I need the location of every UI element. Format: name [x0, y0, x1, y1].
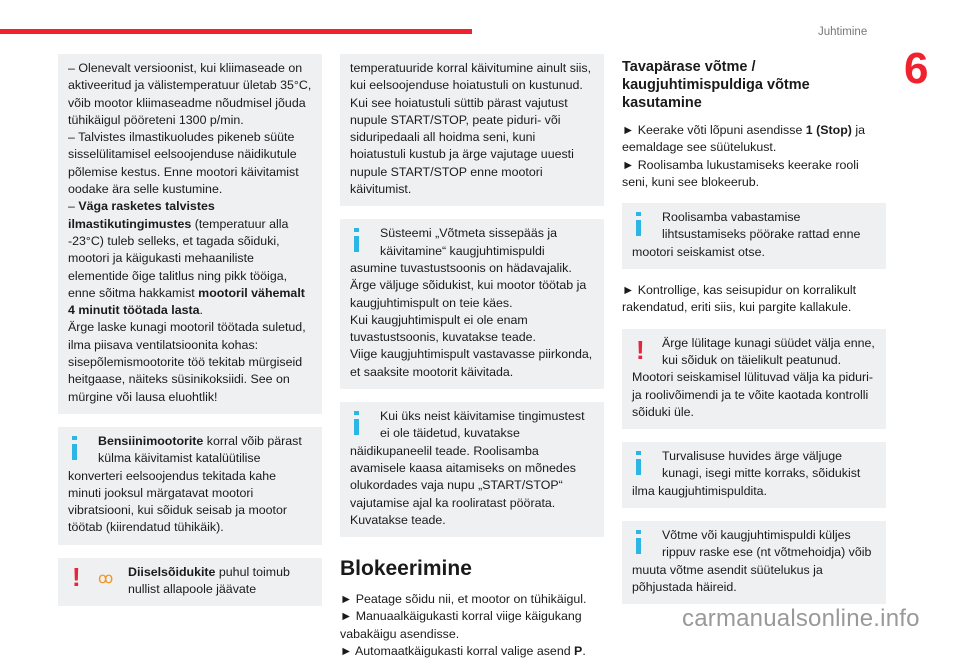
paragraph: – Väga rasketes talvistes ilmastikutingimustes (temperatuur alla -23°C) tuleb selleks, et tagada sõiduki, mootori ja käigukasti mehaaniliste elementide õige talitlus ning pikk tööiga, enne sõitma hakkamist mootoril vähemalt 4 minutit töötada lasta.	[68, 199, 305, 318]
step: ► Roolisamba lukustamiseks keerake rooli seni, kuni see blokeerub.	[622, 157, 859, 189]
info-icon	[632, 448, 656, 482]
note-box	[58, 54, 322, 414]
chapter-number: 6	[904, 44, 929, 93]
paragraph: – Talvistes ilmastikuoludes pikeneb süüte sisselülitamisel eelsoojenduse näidikutule põlemise kestus. Enne mootori käivitamist oodake ära selle kustumine.	[68, 130, 299, 197]
step: ► Keerake võti lõpuni asendisse 1 (Stop) ja eemaldage see süütelukust.	[622, 123, 865, 155]
note-box: temperatuuride korral käivitumine ainult siis, kui eelsoojenduse hoiatustuli on kustunud. Kui see hoiatustuli süttib pärast vajutust nupule START/STOP, peate piduri- või siduripedaali all hoidma seni, kuni hoiatustuli kustub ja ärge vajutage uuesti nupule START/STOP enne mootori käivitumist.	[340, 54, 604, 206]
watermark: carmanualsonline.info	[682, 605, 920, 632]
warning-box: ! Ärge lülitage kunagi süüdet välja enne, kui sõiduk on täielikult peatunud. Mootori seiskamisel lülituvad välja ka piduri- ja roolivõimendi ja te võite kaotada kontrolli sõiduki üle.	[622, 329, 886, 429]
info-icon	[350, 225, 374, 259]
info-icon	[632, 209, 656, 243]
info-box: Turvalisuse huvides ärge väljuge kunagi, isegi mitte korraks, sõidukist ilma kaugjuhtimispuldita.	[622, 442, 886, 508]
heading-blokeerimine: Blokeerimine	[340, 557, 472, 581]
paragraph: Ärge laske kunagi mootoril töötada suletud, ilma piisava ventilatsioonita kohas: sisepõlemismootorite töö tekitab mürgiseid heitgaase, näiteks süsinikoksiidi. See on mürgine või lausa eluohtlik!	[68, 320, 306, 404]
column-1	[58, 54, 322, 619]
preheat-glow-icon: ꝏ	[98, 569, 114, 587]
step: ► Automaatkäigukasti korral valige asend P.	[340, 644, 586, 659]
info-icon	[68, 433, 92, 467]
warning-icon: !	[636, 334, 645, 365]
warning-box: ! ꝏ Diiselsõidukite puhul toimub nullist allapoole jäävate	[58, 558, 322, 607]
step: ► Peatage sõidu nii, et mootor on tühikäigul.	[340, 592, 587, 607]
info-box: Roolisamba vabastamise lihtsustamiseks pöörake rattad enne mootori seiskamist otse.	[622, 203, 886, 269]
column-3	[622, 58, 886, 617]
info-icon	[632, 527, 656, 561]
paragraph: – Olenevalt versioonist, kui kliimaseade on aktiveeritud ja välistemperatuur ületab 35°C, võib mootor kliimaseadme nõudmisel jõuda tühikäigul pööreteni 1300 p/min.	[68, 61, 312, 127]
info-icon	[350, 408, 374, 442]
step: ► Manuaalkäigukasti korral viige käigukang vabakäigu asendisse.	[340, 609, 582, 641]
info-box: Kui üks neist käivitamise tingimustest ei ole täidetud, kuvatakse näidikupaneelil teade. Roolisamba avamisele kaasa aitamiseks on mõnedes olukordades vaja nupu „START/STOP“ vajutamise ajal ka rooliratast pöörata. Kuvatakse teade.	[340, 402, 604, 537]
header-accent-bar	[0, 29, 472, 34]
info-box: Võtme või kaugjuhtimispuldi küljes rippuv raske ese (nt võtmehoidja) võib muuta võtme asendit süütelukus ja põhjustada häireid.	[622, 521, 886, 604]
warning-icon: !	[72, 561, 81, 592]
heading-key-usage: Tavapärase võtme / kaugjuhtimispuldiga võtme kasutamine	[622, 59, 810, 111]
section-title: Juhtimine	[818, 26, 868, 38]
column-2	[340, 54, 604, 660]
step: ► Kontrollige, kas seisupidur on korralikult rakendatud, eriti siis, kui pargite kallakule.	[622, 283, 857, 315]
info-box: Bensiinimootorite korral võib pärast külma käivitamist katalüütilise konverteri eelsoojendus tekitada kahe minuti jooksul märgatavat mootori vibratsiooni, kui sõiduk seisab ja mootor töötab (kiirendatud tühikäik).	[58, 427, 322, 545]
info-box: Süsteemi „Võtmeta sissepääs ja käivitamine“ kaugjuhtimispuldi asumine tuvastustsoonis on hädavajalik. Ärge väljuge sõidukist, kui mootor töötab ja kaugjuhtimispult on teie käes. Kui kaugjuhtimispult ei ole enam tuvastustsoonis, kuvatakse teade. Viige kaugjuhtimispult vastavasse piirkonda, et saaksite mootorit käivitada.	[340, 219, 604, 389]
